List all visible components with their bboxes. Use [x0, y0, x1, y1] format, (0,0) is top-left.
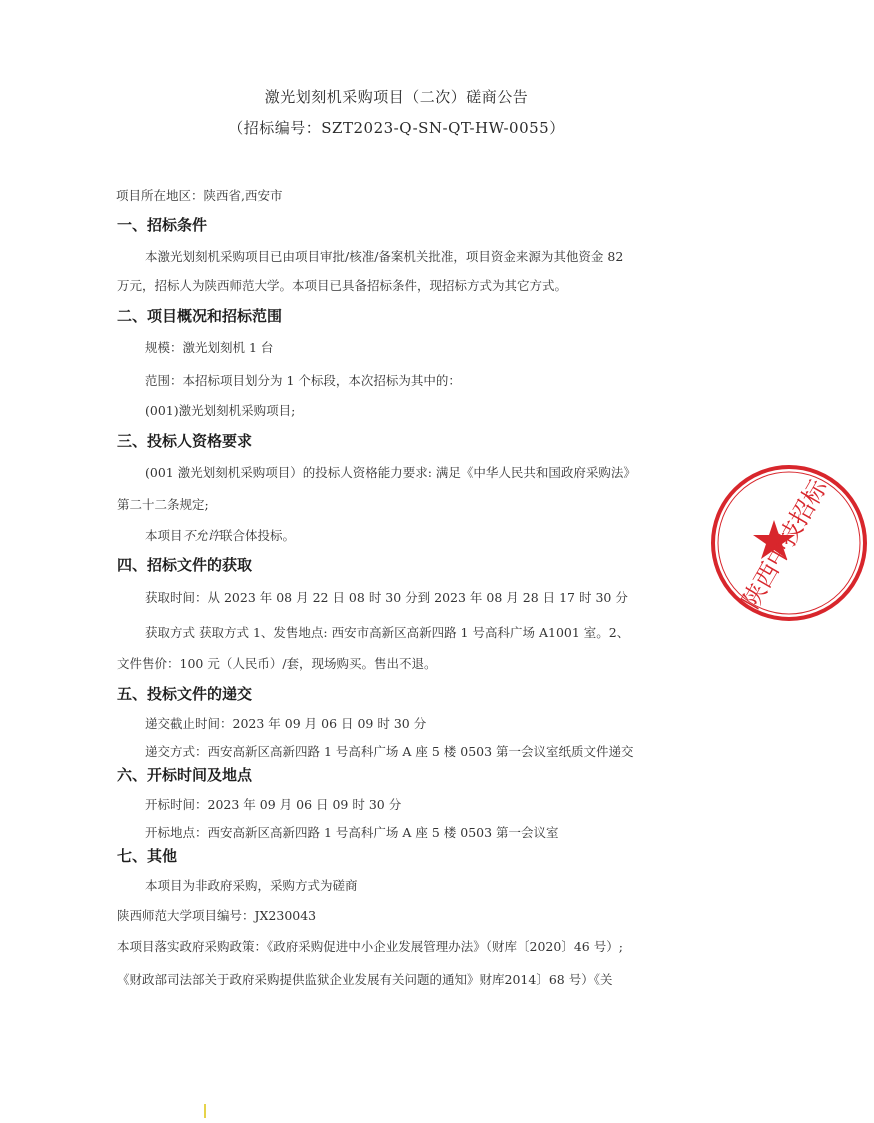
heading-bidding-conditions: 一、招标条件 — [117, 216, 208, 234]
policy-line-1: 本项目落实政府采购政策：《政府采购促进中小企业发展管理办法》（财库〔2020〕46 号）; — [117, 939, 623, 954]
obtain-method-2: 文件售价：100 元（人民币）/套，现场购买。售出不退。 — [117, 656, 437, 671]
heading-opening: 六、开标时间及地点 — [117, 766, 253, 784]
policy-line-2: 《财政部司法部关于政府采购提供监狱企业发展有关问题的通知》财库2014〕68 号）《关 — [117, 972, 613, 987]
opening-time: 开标时间：2023 年 09 月 06 日 09 时 30 分 — [145, 797, 402, 812]
heading-obtain-documents: 四、招标文件的获取 — [117, 556, 253, 574]
project-lot: (001)激光划刻机采购项目; — [145, 403, 296, 418]
official-seal-stamp — [704, 458, 874, 628]
conditions-paragraph-1: 本激光划刻机采购项目已由项目审批/核准/备案机关批准，项目资金来源为其他资金 82 — [145, 249, 624, 264]
heading-submission: 五、投标文件的递交 — [117, 685, 253, 703]
other-paragraph: 本项目为非政府采购，采购方式为磋商 — [145, 878, 358, 893]
joint-bid-prefix: 本项目 — [145, 528, 183, 543]
obtain-time: 获取时间：从 2023 年 08 月 22 日 08 时 30 分到 2023 年 08 月 28 日 17 时 30 分 — [145, 590, 628, 605]
joint-bid-statement — [145, 526, 295, 544]
document-title: 激光划刻机采购项目（二次）磋商公告 — [264, 88, 529, 106]
qualification-paragraph-1: (001 激光划刻机采购项目）的投标人资格能力要求: 满足《中华人民共和国政府采购法》 — [145, 465, 636, 480]
seal-text: 陕西中技招标 — [736, 474, 833, 614]
submission-method: 递交方式：西安高新区高新四路 1 号高科广场 A 座 5 楼 0503 第一会议室纸质文件递交 — [145, 744, 634, 759]
heading-other: 七、其他 — [117, 847, 178, 865]
project-region: 项目所在地区：陕西省,西安市 — [116, 188, 283, 203]
conditions-paragraph-2: 万元，招标人为陕西师范大学。本项目已具备招标条件，现招标方式为其它方式。 — [117, 278, 568, 293]
obtain-method-1: 获取方式 获取方式 1、发售地点: 西安市高新区高新四路 1 号高科广场 A1001 室。2、 — [145, 625, 630, 640]
heading-bidder-qualifications: 三、投标人资格要求 — [117, 432, 253, 450]
project-scale: 规模：激光划刻机 1 台 — [145, 340, 274, 355]
bid-number: （招标编号：SZT2023-Q-SN-QT-HW-0055） — [228, 119, 565, 137]
qualification-paragraph-2: 第二十二条规定; — [117, 497, 209, 512]
opening-place: 开标地点：西安高新区高新四路 1 号高科广场 A 座 5 楼 0503 第一会议室 — [145, 825, 559, 840]
scan-edge-mark — [204, 1104, 206, 1118]
heading-project-overview: 二、项目概况和招标范围 — [117, 307, 283, 325]
project-scope: 范围：本招标项目划分为 1 个标段，本次招标为其中的： — [145, 373, 461, 388]
university-project-number: 陕西师范大学项目编号：JX230043 — [117, 908, 317, 923]
joint-bid-suffix: 联合体投标。 — [220, 528, 296, 543]
joint-bid-not-allowed: 不允许 — [182, 528, 221, 543]
submission-deadline: 递交截止时间：2023 年 09 月 06 日 09 时 30 分 — [145, 716, 427, 731]
